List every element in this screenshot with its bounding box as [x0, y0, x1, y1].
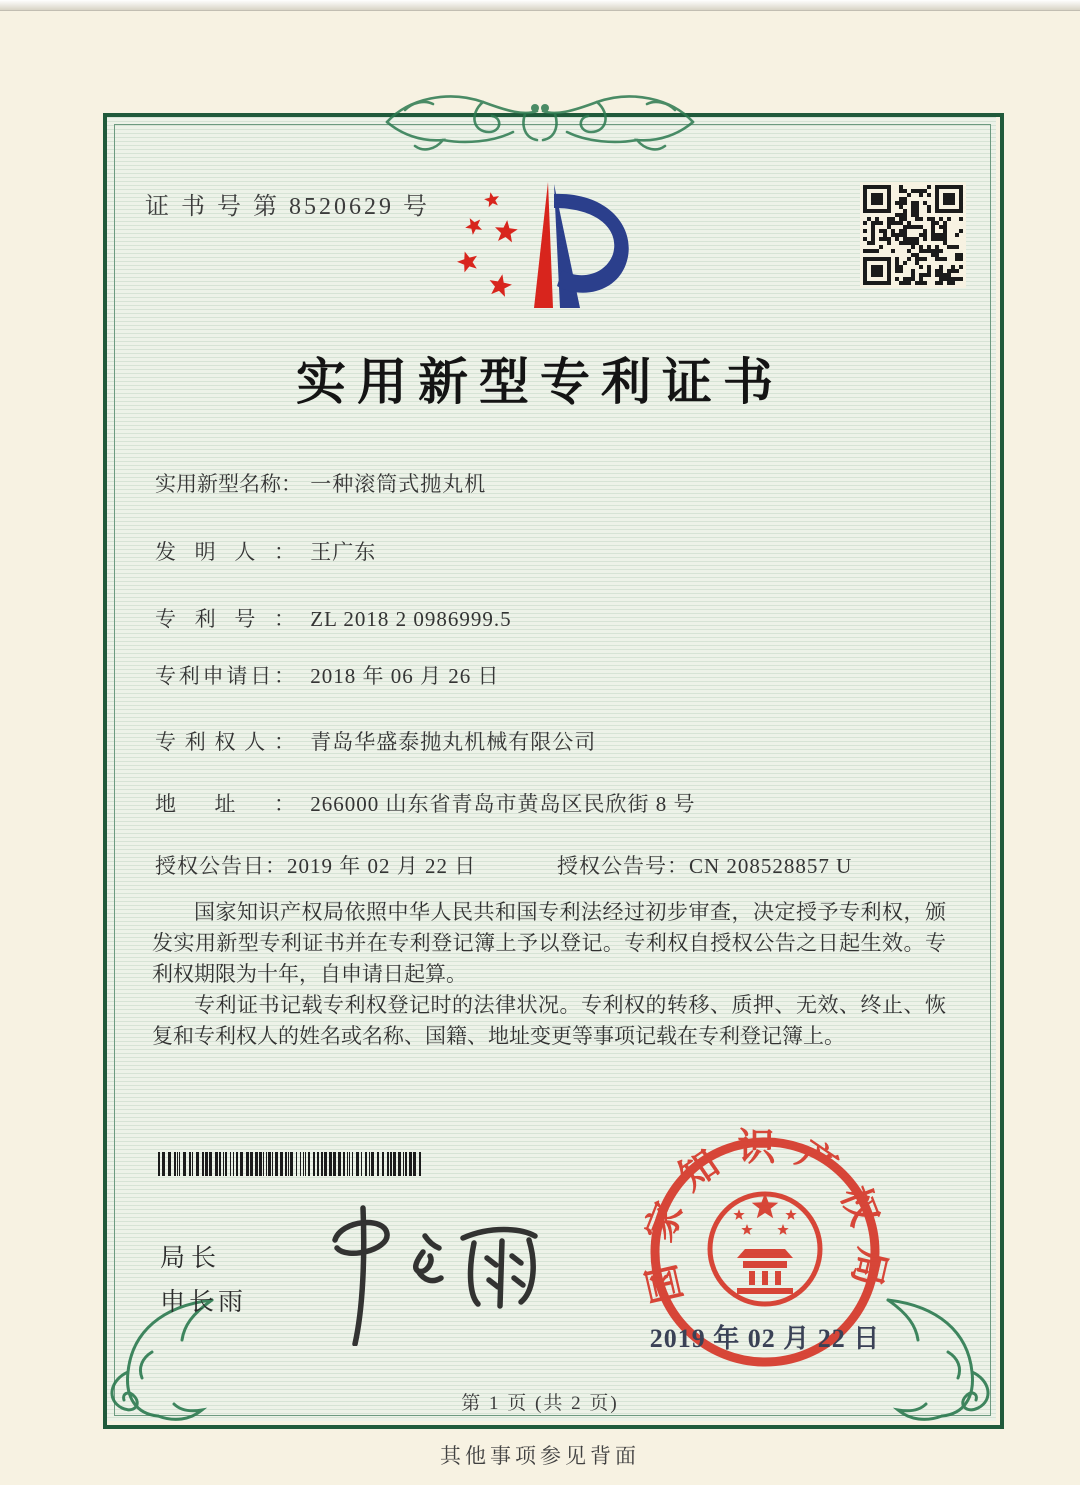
back-note: 其他事项参见背面	[440, 1444, 640, 1468]
dragon-ornament-icon	[375, 80, 705, 158]
field-value: 266000 山东省青岛市黄岛区民欣街 8 号	[310, 792, 696, 816]
field-label: 地址：	[155, 792, 295, 816]
seal-date: 2019 年 02 月 22 日	[649, 1324, 881, 1353]
grant-number	[557, 850, 852, 880]
page-indicator: 第 1 页 (共 2 页)	[461, 1393, 619, 1414]
field-value: 一种滚筒式抛丸机	[310, 472, 487, 496]
director-signature	[305, 1196, 555, 1346]
field-row-name	[155, 470, 975, 498]
legal-paragraph-2: 专利证书记载专利权登记时的法律状况。专利权的转移、质押、无效、终止、恢复和专利权人的姓名或名称、国籍、地址变更等事项记载在专利登记簿上。	[152, 993, 946, 1048]
seal-ring-text: 国家知识产权局	[637, 1127, 893, 1307]
qr-code	[860, 182, 966, 288]
field-value: 王广东	[310, 540, 377, 564]
legal-text	[152, 897, 946, 1052]
field-value: 青岛华盛泰抛丸机械有限公司	[310, 730, 597, 754]
grant-date-label: 授权公告日：	[155, 854, 287, 878]
national-emblem-icon	[710, 1193, 820, 1304]
field-row-filing-date	[155, 662, 975, 690]
field-label: 专利权人：	[155, 730, 295, 754]
logo-red-wedge	[534, 182, 553, 308]
certificate-title: 实用新型专利证书	[296, 354, 784, 410]
field-row-patentee	[155, 728, 975, 756]
barcode	[158, 1152, 422, 1176]
field-value: 2018 年 06 月 26 日	[310, 664, 500, 688]
grant-no-label: 授权公告号：	[557, 854, 689, 878]
field-label: 实用新型名称：	[155, 472, 302, 496]
legal-paragraph-1: 国家知识产权局依照中华人民共和国专利法经过初步审查，决定授予专利权，颁发实用新型专利证书并在专利登记簿上予以登记。专利权自授权公告之日起生效。专利权期限为十年，自申请日起算。	[152, 900, 946, 986]
cnipa-logo-icon	[452, 178, 640, 320]
grant-date	[155, 854, 476, 878]
field-label: 专利号：	[155, 607, 295, 631]
scan-edge	[0, 0, 1080, 11]
field-label: 专利申请日：	[155, 664, 295, 688]
grant-date-value: 2019 年 02 月 22 日	[287, 854, 477, 878]
field-row-address	[155, 790, 975, 818]
director-name: 申长雨	[160, 1289, 248, 1316]
field-row-inventor	[155, 538, 975, 566]
field-label: 发明人：	[155, 540, 295, 564]
director-title-label: 局长	[160, 1245, 223, 1272]
grant-row	[155, 850, 975, 880]
certificate-number: 证 书 号 第 8520629 号	[145, 194, 430, 220]
grant-no-value: CN 208528857 U	[689, 854, 853, 878]
field-row-patent-no	[155, 605, 975, 633]
field-list	[155, 470, 975, 818]
field-value: ZL 2018 2 0986999.5	[310, 607, 512, 631]
